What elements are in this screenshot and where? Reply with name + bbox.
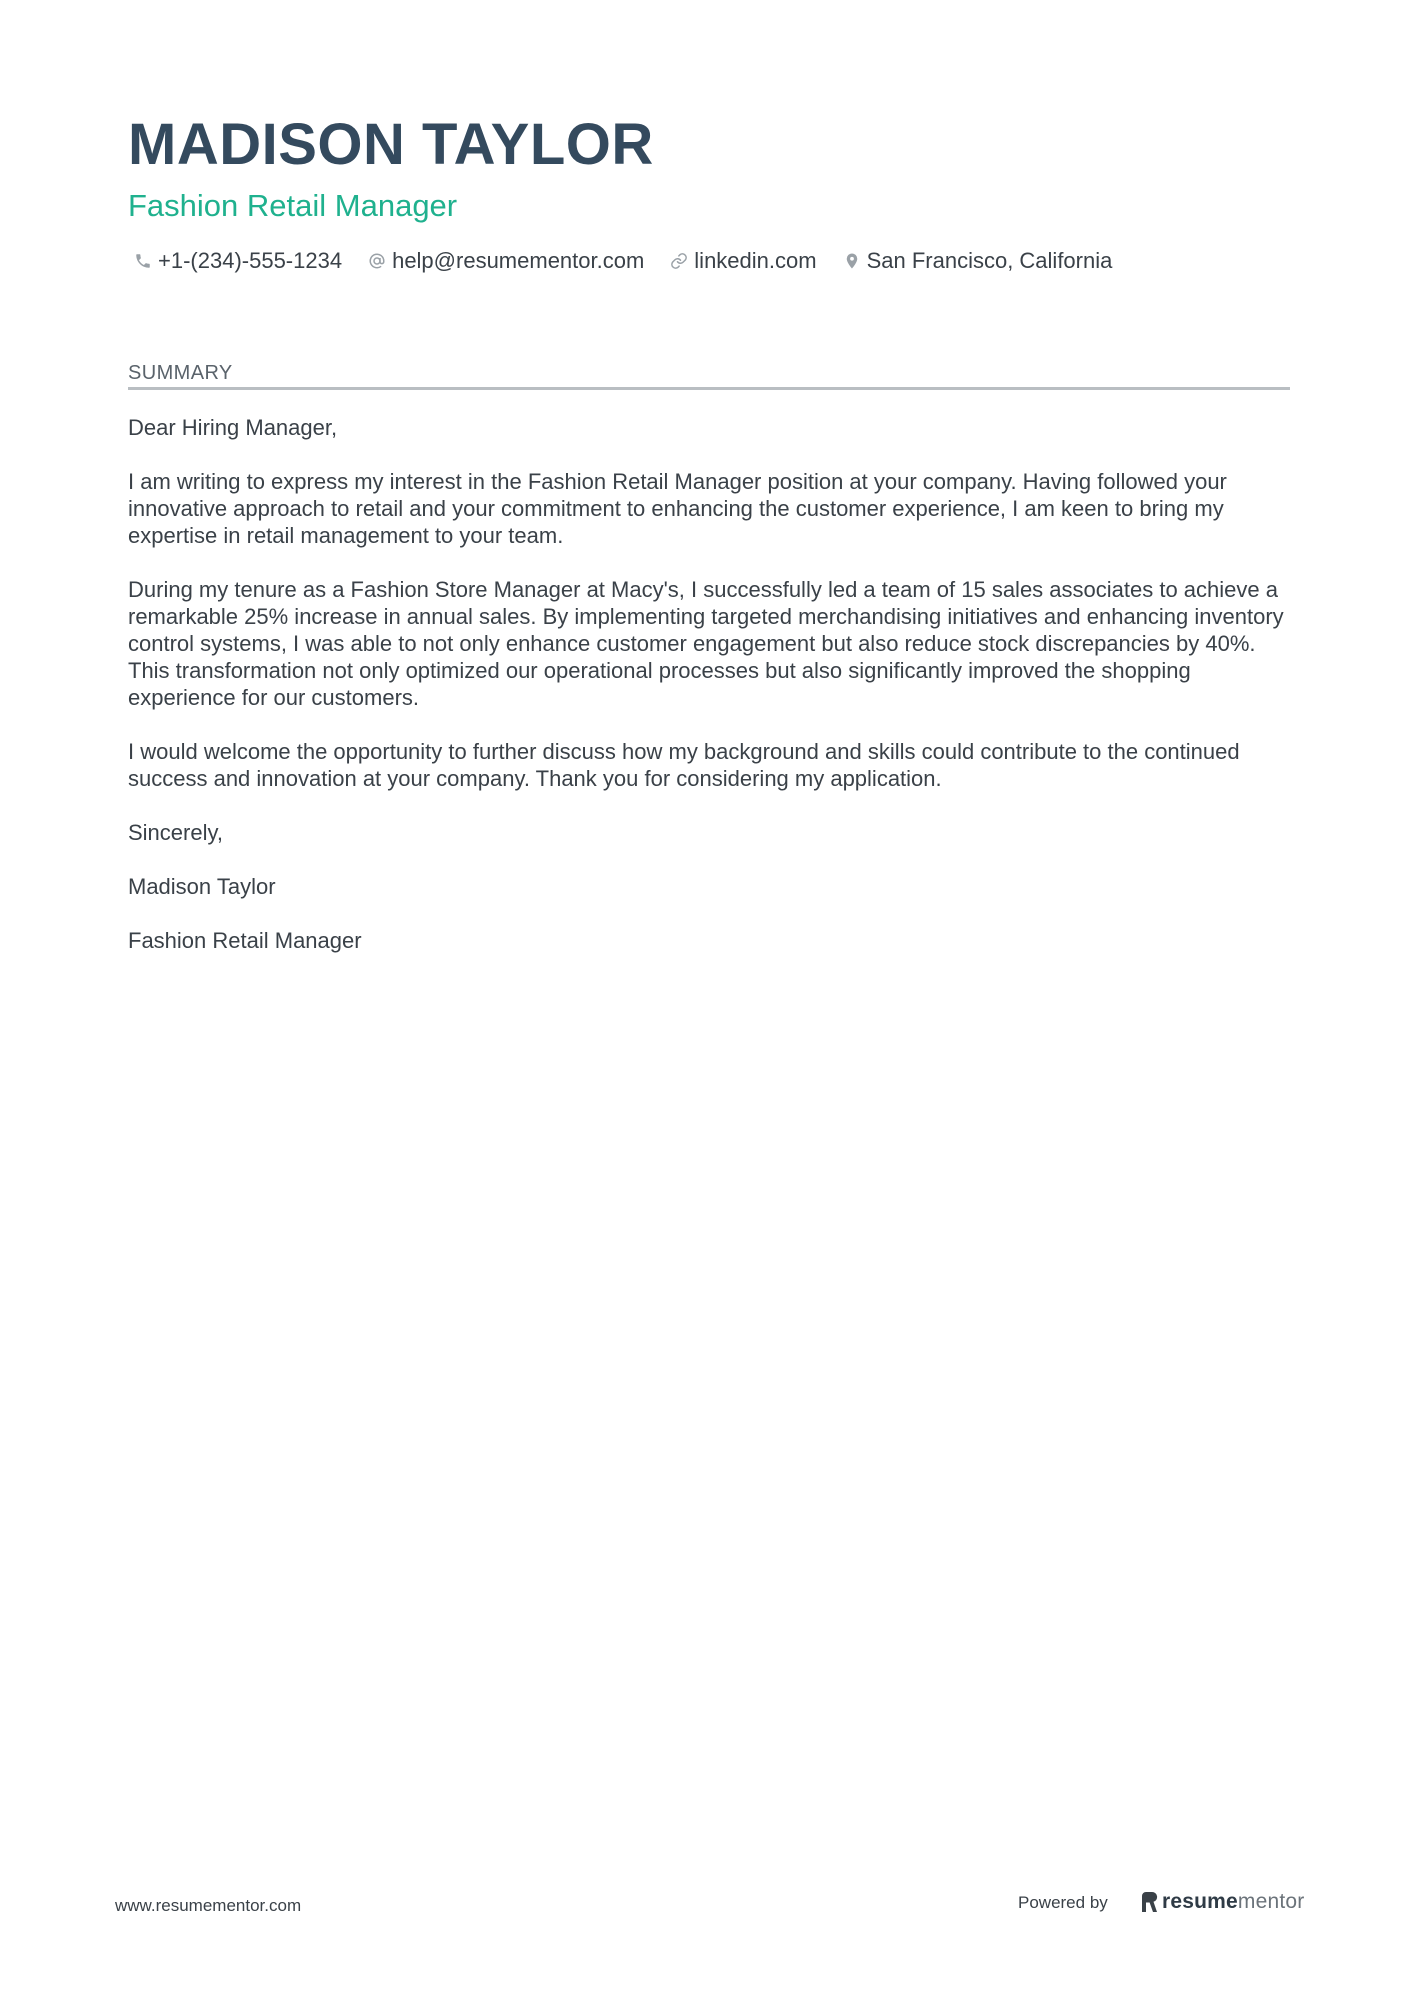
brand-text-light: mentor <box>1237 1890 1305 1913</box>
candidate-name: MADISON TAYLOR <box>128 112 654 177</box>
contact-location-text: San Francisco, California <box>866 248 1113 273</box>
footer-website-link[interactable]: www.resumementor.com <box>115 1896 302 1915</box>
powered-by-label: Powered by <box>1018 1893 1108 1912</box>
letter-closing: Sincerely, <box>128 820 223 845</box>
letter-salutation: Dear Hiring Manager, <box>128 415 338 440</box>
cover-letter-body <box>128 414 1298 981</box>
resumementor-logo-icon <box>1140 1891 1158 1913</box>
contact-linkedin[interactable] <box>670 248 816 274</box>
letter-paragraph: During my tenure as a Fashion Store Manager at Macy's, I successfully led a team of 15 sales associates to achieve a remarkable 25% increase in annual sales. By implementing targeted merchandising initiatives and enhancing inventory control systems, I was able to not only enhance customer engagement but also reduce stock discrepancies by 40%. This transformation not only optimized our operational processes but also significantly improved the shopping experience for our customers. <box>128 577 1284 710</box>
contact-email[interactable] <box>368 248 644 274</box>
phone-icon <box>134 252 152 270</box>
letter-signature-title: Fashion Retail Manager <box>128 928 362 953</box>
contact-linkedin-text[interactable]: linkedin.com <box>694 248 817 273</box>
contact-bar <box>134 246 1138 276</box>
location-pin-icon <box>843 252 861 270</box>
brand-text-bold: resume <box>1162 1890 1238 1913</box>
section-divider <box>128 387 1290 390</box>
section-title-summary: SUMMARY <box>128 362 233 384</box>
letter-paragraph: I would welcome the opportunity to further discuss how my background and skills could contribute to the continued success and innovation at your company. Thank you for considering my application. <box>128 739 1240 791</box>
at-icon <box>368 252 386 270</box>
resumementor-logo[interactable] <box>1140 1887 1304 1917</box>
letter-paragraph: I am writing to express my interest in the Fashion Retail Manager position at your company. Having followed your innovative approach to retail and your commitment to enhancing the customer experience, I am keen to bring my expertise in retail management to your team. <box>128 469 1227 548</box>
contact-phone-text: +1-(234)-555-1234 <box>158 248 343 273</box>
contact-location <box>843 248 1113 274</box>
candidate-role: Fashion Retail Manager <box>128 188 458 223</box>
contact-email-text[interactable]: help@resumementor.com <box>392 248 645 273</box>
letter-signature-name: Madison Taylor <box>128 874 276 899</box>
link-icon <box>670 252 688 270</box>
contact-phone <box>134 248 342 274</box>
